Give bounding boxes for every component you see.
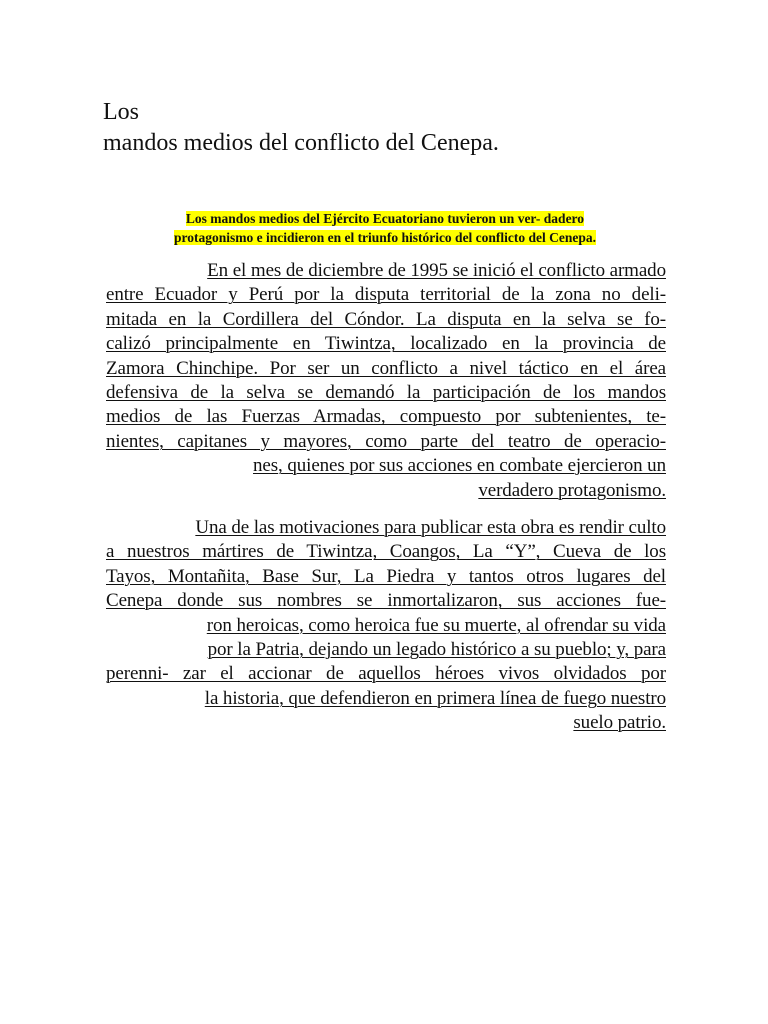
title-line-2: mandos medios del conflicto del Cenepa. xyxy=(103,130,499,156)
paragraph-1-line: verdadero protagonismo. xyxy=(478,479,666,501)
paragraph-1-line: En el mes de diciembre de 1995 se inició el conflicto armado xyxy=(207,260,666,281)
paragraph-1 xyxy=(106,259,666,503)
paragraph-2-line: por la Patria, dejando un legado histórico a su pueblo; y, para xyxy=(207,639,666,661)
paragraph-2-line: Cenepa donde sus nombres se inmortalizaron, sus acciones fue- xyxy=(106,590,666,612)
paragraph-1-line: nientes, capitanes y mayores, como parte del teatro de operacio- xyxy=(106,430,666,452)
paragraph-1-line: calizó principalmente en Tiwintza, localizado en la provincia de xyxy=(106,333,666,355)
paragraph-1-line: mitada en la Cordillera del Cóndor. La disputa en la selva se fo- xyxy=(106,308,666,330)
paragraph-2-line: a nuestros mártires de Tiwintza, Coangos, La “Y”, Cueva de los xyxy=(106,541,666,563)
summary-line-2: protagonismo e incidieron en el triunfo histórico del conflicto del Cenepa. xyxy=(173,230,597,245)
paragraph-1-line: entre Ecuador y Perú por la disputa territorial de la zona no deli- xyxy=(106,284,666,306)
paragraph-2-line: la historia, que defendieron en primera línea de fuego nuestro xyxy=(204,687,666,709)
page-title xyxy=(103,97,623,159)
paragraph-2-line: suelo patrio. xyxy=(573,712,666,734)
paragraph-2-line: ron heroicas, como heroica fue su muerte, al ofrendar su vida xyxy=(206,614,666,636)
paragraph-1-line: medios de las Fuerzas Armadas, compuesto por subtenientes, te- xyxy=(106,406,666,428)
highlighted-summary xyxy=(105,209,665,247)
paragraph-1-line: Zamora Chinchipe. Por ser un conflicto a nivel táctico en el área xyxy=(106,357,666,379)
paragraph-1-line: defensiva de la selva se demandó la participación de los mandos xyxy=(106,382,666,404)
paragraph-2-line: Tayos, Montañita, Base Sur, La Piedra y tantos otros lugares del xyxy=(106,565,666,587)
paragraph-2 xyxy=(106,516,666,736)
paragraph-1-line: nes, quienes por sus acciones en combate ejercieron un xyxy=(253,455,666,477)
summary-line-1: Los mandos medios del Ejército Ecuatoriano tuvieron un ver- dadero xyxy=(185,211,585,226)
paragraph-2-line: Una de las motivaciones para publicar esta obra es rendir culto xyxy=(195,517,666,538)
title-line-1: Los xyxy=(103,99,139,125)
paragraph-2-line: perenni- zar el accionar de aquellos héroes vivos olvidados por xyxy=(106,663,666,685)
